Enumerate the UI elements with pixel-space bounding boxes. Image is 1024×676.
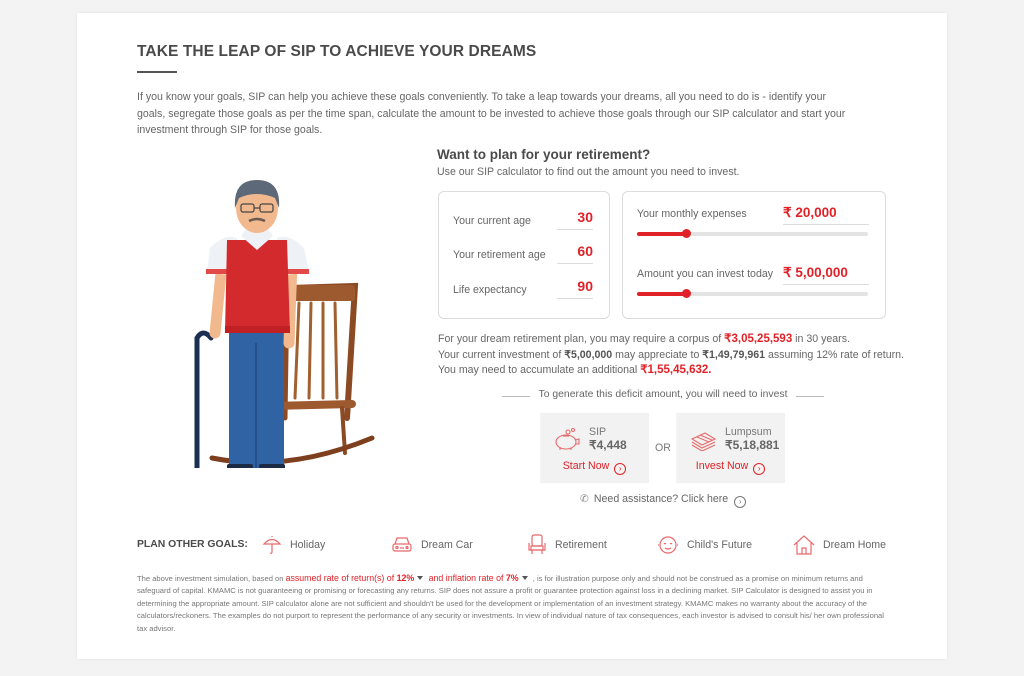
goal-dream-home[interactable] (793, 533, 886, 557)
goal-label: Dream Car (421, 539, 473, 551)
chevron-right-icon: › (614, 463, 626, 475)
return-rate-dropdown[interactable] (286, 573, 427, 583)
goal-retirement[interactable] (527, 533, 607, 557)
goal-label: Holiday (290, 539, 326, 551)
life-expectancy-input[interactable]: 90 (557, 278, 593, 299)
goal-holiday[interactable] (262, 533, 325, 557)
sip-option-card[interactable] (540, 413, 649, 483)
slider-fill (637, 232, 686, 236)
appreciated-amount: ₹1,49,79,961 (702, 348, 766, 361)
invest-today-input[interactable]: ₹ 5,00,000 (783, 265, 869, 285)
piggy-bank-icon (553, 427, 581, 451)
or-separator: OR (655, 442, 671, 454)
disclaimer-text (137, 572, 889, 635)
text: You may need to accumulate an additional (438, 364, 641, 376)
age-inputs-panel (438, 191, 610, 319)
monthly-expenses-slider[interactable] (637, 232, 868, 236)
caret-down-icon (522, 576, 528, 580)
umbrella-icon (262, 535, 282, 555)
start-now-label: Start Now (562, 460, 610, 472)
invest-today-label: Amount you can invest today (637, 268, 774, 280)
sip-calculator-card (77, 13, 947, 659)
goal-childs-future[interactable] (657, 533, 752, 557)
inflation-rate-dropdown[interactable] (426, 573, 530, 583)
assistance-label: Need assistance? Click here (593, 493, 729, 505)
lumpsum-label: Lumpsum (725, 426, 772, 438)
lumpsum-option-card[interactable] (676, 413, 785, 483)
start-now-button[interactable] (540, 460, 649, 475)
corpus-line (438, 332, 904, 348)
chevron-right-icon: › (734, 496, 746, 508)
house-icon (793, 535, 815, 555)
text: , is for illustration purpose only and should not be construed as a promise on minimum returns and safeguard of capital. KMAMC is not guaranteeing or promising or forecasting any returns. SIP does not assure a profit or guarantee protection against loss in a declining market. SIP Calculator is designed to assist you in determining the appropriate amount. SIP calculator alone are not sufficient and shouldn't be used for the development or implementation of an investment strategy. KMAMC makes no warranty about the accuracy of the calculators/reckoners. The examples do not purport to represent the performance of any security or investments. In view of individual nature of tax consequences, each investor is advised to consult his/ her own professional tax advisor. (137, 574, 884, 633)
current-age-input[interactable]: 30 (557, 209, 593, 230)
walking-cane-icon (197, 333, 211, 468)
return-rate-value: 12% (396, 573, 415, 583)
retirement-age-label: Your retirement age (453, 249, 546, 261)
deficit-heading: To generate this deficit amount, you will need to invest (502, 389, 824, 403)
car-icon (391, 535, 413, 555)
phone-icon: ✆ (580, 493, 589, 505)
text: assuming 12% rate of return. (765, 348, 904, 361)
text: For your dream retirement plan, you may require a corpus of (438, 333, 725, 345)
appreciation-line (438, 348, 904, 364)
text: assumed rate of return(s) of (285, 573, 397, 583)
additional-amount: ₹1,55,45,632. (640, 364, 712, 376)
corpus-amount: ₹3,05,25,593 (724, 333, 793, 345)
current-age-label: Your current age (453, 215, 531, 227)
sip-amount: ₹4,448 (589, 438, 627, 452)
retirement-age-row (453, 243, 593, 269)
additional-line (438, 363, 904, 379)
goal-label: Child's Future (687, 539, 753, 551)
title-underline (137, 71, 177, 73)
life-expectancy-label: Life expectancy (453, 284, 527, 296)
text: and inflation rate of (426, 573, 506, 583)
life-expectancy-row (453, 278, 593, 304)
goal-label: Dream Home (823, 539, 886, 551)
current-age-row (453, 209, 593, 235)
goal-label: Retirement (555, 539, 607, 551)
text: Your current investment of (438, 348, 565, 361)
slider-thumb[interactable] (682, 229, 691, 238)
armchair-icon (527, 534, 547, 556)
result-summary (438, 332, 904, 379)
chevron-right-icon: › (753, 463, 765, 475)
caret-down-icon (417, 576, 423, 580)
calculator-subtitle: Use our SIP calculator to find out the amount you need to invest. (437, 166, 740, 178)
sip-label: SIP (589, 426, 607, 438)
page-title: TAKE THE LEAP OF SIP TO ACHIEVE YOUR DREAMS (137, 43, 537, 60)
need-assistance-link[interactable] (580, 493, 746, 508)
text: in 30 years. (792, 333, 850, 345)
other-goals-label: PLAN OTHER GOALS: (137, 539, 248, 550)
retiree-illustration (177, 168, 377, 468)
invest-now-button[interactable] (676, 460, 785, 475)
amount-inputs-panel (622, 191, 886, 319)
intro-paragraph: If you know your goals, SIP can help you achieve these goals conveniently. To take a leap towards your dreams, all you need to do is - identify your goals, segregate those goals as per the time span, calculate the amount to be invested to achieve those goals through our SIP calculator and start your investment through SIP for those goals. (137, 91, 846, 136)
text: The above investment simulation, based on (137, 574, 286, 583)
current-investment-amount: ₹5,00,000 (564, 348, 613, 361)
inflation-rate-value: 7% (505, 573, 519, 583)
lumpsum-amount: ₹5,18,881 (725, 438, 780, 452)
cash-stack-icon (689, 427, 717, 451)
invest-today-slider[interactable] (637, 292, 868, 296)
calculator-title: Want to plan for your retirement? (437, 147, 651, 162)
monthly-expenses-label: Your monthly expenses (637, 208, 747, 220)
retirement-age-input[interactable]: 60 (557, 243, 593, 264)
goal-dream-car[interactable] (391, 533, 473, 557)
child-face-icon (657, 535, 679, 555)
slider-thumb[interactable] (682, 289, 691, 298)
slider-fill (637, 292, 686, 296)
text: may appreciate to (612, 348, 703, 361)
invest-now-label: Invest Now (695, 460, 749, 472)
monthly-expenses-input[interactable]: ₹ 20,000 (783, 205, 869, 225)
